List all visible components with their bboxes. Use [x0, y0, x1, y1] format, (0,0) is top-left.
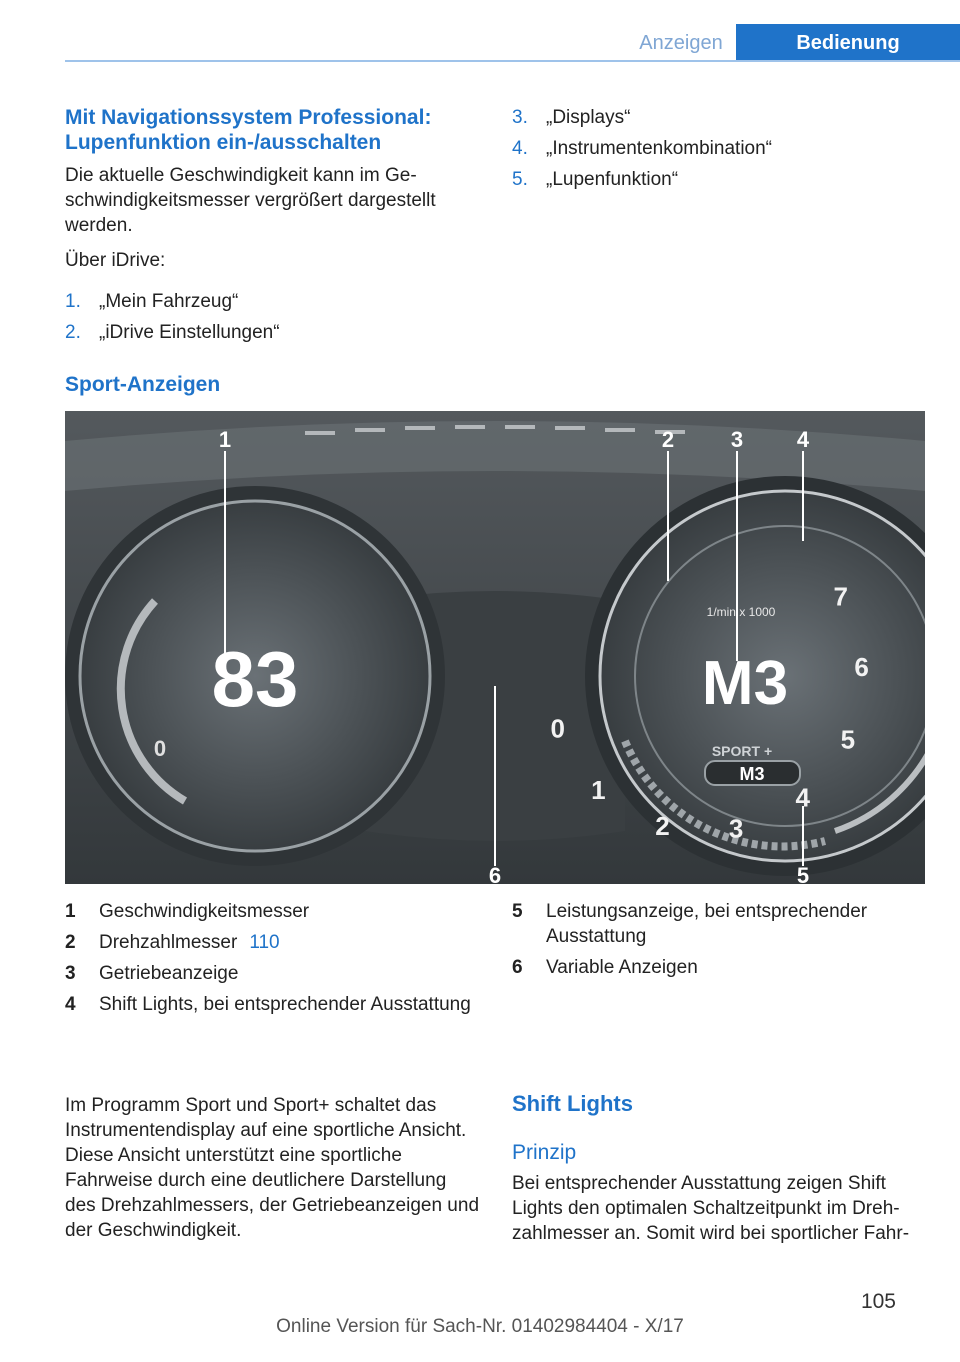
- speed-zero-tick: 0: [153, 736, 167, 761]
- legend-item: 6 Variable Anzeigen: [512, 957, 698, 978]
- legend-item: 3 Getriebeanzeige: [65, 963, 239, 984]
- tab-section[interactable]: Anzeigen: [639, 32, 723, 54]
- sport-heading: Sport-Anzeigen: [65, 373, 221, 396]
- footer-text: Online Version für Sach-Nr. 01402984404 - X/17: [276, 1316, 684, 1337]
- rpm-tick-label: 6: [854, 652, 869, 683]
- legend-left: [65, 899, 475, 1023]
- rpm-tick-label: 0: [550, 713, 565, 744]
- callout-3: 3: [730, 427, 744, 452]
- instrument-cluster-figure: [65, 411, 925, 884]
- page-ref-link[interactable]: 110: [249, 932, 280, 953]
- magnifier-section: [65, 105, 465, 351]
- rpm-tick-label: 4: [795, 782, 810, 813]
- mode-badge: M3: [739, 764, 765, 784]
- legend-item: 2 Drehzahlmesser 110: [65, 932, 280, 953]
- magnifier-heading: Mit Navigationssystem Professional: Lupenfunktion ein-/ausschalten: [65, 106, 432, 154]
- page-number: 105: [860, 1290, 896, 1313]
- magnifier-steps-left: [65, 289, 465, 345]
- speed-value: 83: [211, 635, 299, 723]
- sport-paragraph: Im Programm Sport und Sport+ schaltet das Instrumentendisplay auf eine sportliche Ansicht. Diese Ansicht unterstützt eine sportliche Fahrweise durch eine deutlichere Darstellung des Drehzahlmessers, der Getriebeanzeigen und der Geschwindigkeit.: [65, 1095, 480, 1241]
- gear-value: M3: [701, 649, 789, 718]
- magnifier-steps-right: [512, 105, 912, 198]
- legend-item: 5 Leistungsanzeige, bei entsprechender Ausstattung: [512, 901, 868, 947]
- rpm-unit: 1/min x 1000: [706, 605, 776, 619]
- rpm-tick-label: 1: [591, 774, 606, 805]
- sport-body: [65, 1093, 480, 1243]
- list-item: 4. „Instrumentenkombination“: [512, 138, 772, 159]
- shift-paragraph: Bei entsprechender Ausstattung zeigen Shift Lights den optimalen Schaltzeitpunkt im Drehzahlmesser an. Somit wird bei sportlicher Fahr-: [512, 1173, 910, 1244]
- magnifier-via: Über iDrive:: [65, 250, 166, 271]
- drive-mode: SPORT +: [711, 743, 773, 759]
- list-item: 2. „iDrive Einstellungen“: [65, 322, 280, 343]
- legend-item: 4 Shift Lights, bei entsprechender Ausstattung: [65, 994, 471, 1015]
- magnifier-intro: Die aktuelle Geschwindigkeit kann im Geschwindigkeitsmesser vergrößert dargestellt werden.: [65, 165, 436, 236]
- callout-5: 5: [796, 863, 810, 884]
- cluster-illustration: [65, 411, 925, 884]
- shift-section: [512, 1091, 927, 1246]
- callout-1: 1: [218, 427, 232, 452]
- legend-right: [512, 899, 922, 986]
- callout-2: 2: [661, 427, 675, 452]
- callout-4: 4: [796, 427, 810, 452]
- shift-heading: Shift Lights: [512, 1091, 633, 1116]
- legend-item: 1 Geschwindigkeitsmesser: [65, 901, 310, 922]
- callout-6: 6: [488, 863, 502, 884]
- list-item: 3. „Displays“: [512, 107, 631, 128]
- list-item: 5. „Lupenfunktion“: [512, 169, 679, 190]
- rpm-tick-label: 2: [655, 810, 670, 841]
- tab-chapter[interactable]: Bedienung: [736, 24, 960, 62]
- header-rule: [65, 60, 960, 62]
- rpm-tick-label: 7: [833, 581, 848, 612]
- list-item: 1. „Mein Fahrzeug“: [65, 291, 239, 312]
- page-header: [65, 24, 960, 62]
- rpm-tick-label: 5: [840, 724, 856, 755]
- rpm-tick-label: 3: [728, 813, 744, 844]
- shift-subheading: Prinzip: [512, 1141, 577, 1164]
